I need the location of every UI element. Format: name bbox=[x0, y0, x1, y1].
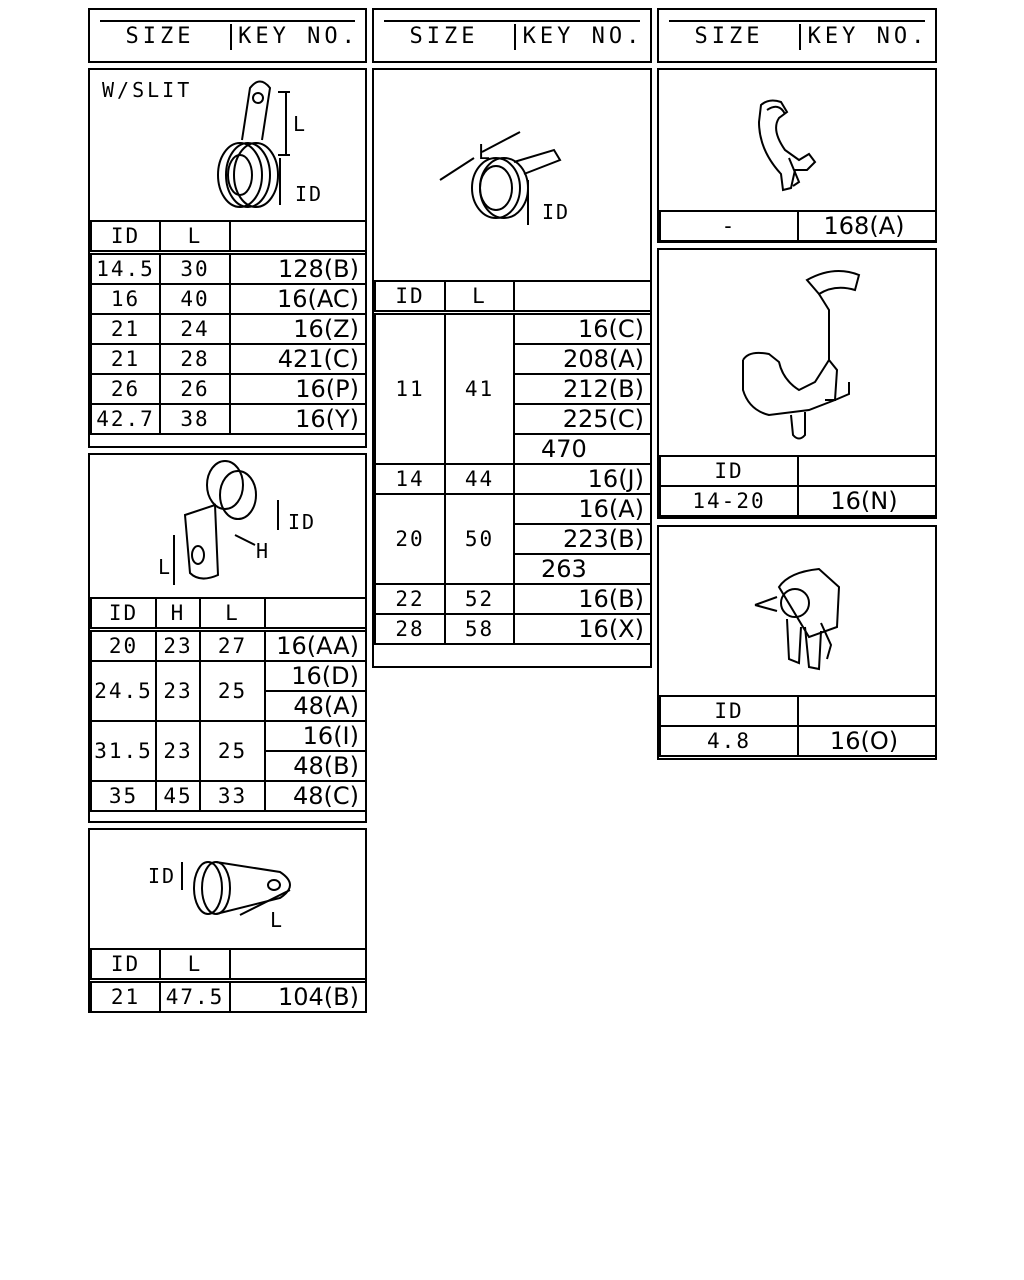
table-header-row bbox=[375, 281, 651, 313]
cell-key: 16(X) bbox=[514, 614, 651, 644]
hook-clip-illustration bbox=[659, 70, 935, 210]
table-header-row bbox=[91, 949, 366, 981]
cell-key: 16(A) bbox=[514, 494, 651, 524]
panel-band-clamp bbox=[372, 68, 652, 668]
slit-note: W/SLIT bbox=[102, 78, 193, 102]
cell-id: 20 bbox=[91, 630, 156, 662]
cell-id: 42.7 bbox=[91, 404, 160, 434]
table-row bbox=[375, 584, 651, 614]
cell-key: 16(Z) bbox=[230, 314, 366, 344]
cell-l: 44 bbox=[445, 464, 514, 494]
cell-key: 263 bbox=[514, 554, 651, 584]
header-size-label: SIZE bbox=[694, 24, 764, 49]
small-clip-illustration bbox=[659, 527, 935, 695]
cell-id: 14 bbox=[375, 464, 445, 494]
bracket-clamp-table bbox=[90, 597, 367, 812]
cell-key: 168(A) bbox=[798, 211, 936, 241]
col-id: ID bbox=[91, 221, 160, 253]
table-row bbox=[660, 211, 936, 241]
cell-key: 48(B) bbox=[265, 751, 366, 781]
cell-l: 27 bbox=[200, 630, 265, 662]
band-clamp-table bbox=[374, 280, 652, 645]
small-clip-table bbox=[659, 695, 937, 757]
cell-id: 28 bbox=[375, 614, 445, 644]
wide-clamp-drawing bbox=[659, 250, 935, 455]
slit-clamp-illustration bbox=[90, 70, 365, 220]
cell-id: 11 bbox=[375, 313, 445, 465]
cell-key: 48(A) bbox=[265, 691, 366, 721]
col-key bbox=[230, 221, 366, 253]
cell-h: 23 bbox=[156, 721, 200, 781]
col-l: L bbox=[160, 221, 230, 253]
table-row bbox=[91, 314, 366, 344]
cell-key: 128(B) bbox=[230, 253, 366, 285]
cell-l: 52 bbox=[445, 584, 514, 614]
col-id: ID bbox=[91, 949, 160, 981]
band-dim-id: ID bbox=[542, 200, 571, 224]
cell-h: 23 bbox=[156, 661, 200, 721]
header-key-label: KEY NO. bbox=[522, 24, 644, 49]
table-row bbox=[91, 661, 366, 691]
cell-key: 16(AA) bbox=[265, 630, 366, 662]
p-clip-dim-id: ID bbox=[148, 864, 177, 888]
table-row bbox=[91, 284, 366, 314]
cell-l: 47.5 bbox=[160, 981, 230, 1013]
header-rule bbox=[384, 20, 640, 22]
table-row bbox=[375, 614, 651, 644]
table-header-row bbox=[660, 456, 936, 486]
table-header-row bbox=[91, 598, 366, 630]
cell-key: 212(B) bbox=[514, 374, 651, 404]
cell-id: 16 bbox=[91, 284, 160, 314]
header-size-label: SIZE bbox=[409, 24, 479, 49]
cell-id: 24.5 bbox=[91, 661, 156, 721]
cell-id: 20 bbox=[375, 494, 445, 584]
cell-l: 24 bbox=[160, 314, 230, 344]
slit-dim-l: L bbox=[293, 112, 308, 136]
p-clip-illustration bbox=[90, 830, 365, 948]
table-row bbox=[91, 721, 366, 751]
table-row bbox=[375, 494, 651, 524]
bracket-clamp-drawing bbox=[90, 455, 365, 597]
cell-l: 25 bbox=[200, 661, 265, 721]
cell-id: 22 bbox=[375, 584, 445, 614]
cell-size: - bbox=[660, 211, 798, 241]
col-key bbox=[230, 949, 366, 981]
cell-h: 45 bbox=[156, 781, 200, 811]
header-key-label: KEY NO. bbox=[807, 24, 929, 49]
table-row bbox=[660, 726, 936, 756]
cell-key: 104(B) bbox=[230, 981, 366, 1013]
cell-id: 21 bbox=[91, 981, 160, 1013]
cell-key: 16(I) bbox=[265, 721, 366, 751]
cell-id: 14.5 bbox=[91, 253, 160, 285]
cell-key: 223(B) bbox=[514, 524, 651, 554]
cell-key: 16(AC) bbox=[230, 284, 366, 314]
cell-key: 16(N) bbox=[798, 486, 936, 516]
cell-l: 26 bbox=[160, 374, 230, 404]
band-clamp-drawing bbox=[374, 70, 650, 280]
wide-clamp-table bbox=[659, 455, 937, 517]
slit-clamp-drawing bbox=[90, 70, 365, 220]
cell-key: 48(C) bbox=[265, 781, 366, 811]
table-header-row bbox=[91, 221, 366, 253]
header-box-3 bbox=[657, 8, 937, 63]
cell-id: 21 bbox=[91, 314, 160, 344]
table-row bbox=[91, 981, 366, 1013]
col-l: L bbox=[200, 598, 265, 630]
col-l: L bbox=[445, 281, 514, 313]
cell-key: 16(P) bbox=[230, 374, 366, 404]
panel-p-clip bbox=[88, 828, 367, 1013]
cell-id: 21 bbox=[91, 344, 160, 374]
cell-id: 26 bbox=[91, 374, 160, 404]
cell-key: 470 bbox=[514, 434, 651, 464]
table-row bbox=[375, 464, 651, 494]
table-row bbox=[91, 344, 366, 374]
cell-id: 31.5 bbox=[91, 721, 156, 781]
table-row bbox=[91, 374, 366, 404]
header-box-1 bbox=[88, 8, 367, 63]
col-h: H bbox=[156, 598, 200, 630]
wide-clamp-illustration bbox=[659, 250, 935, 455]
panel-small-clip bbox=[657, 525, 937, 760]
table-row bbox=[91, 404, 366, 434]
col-id: ID bbox=[660, 696, 798, 726]
p-clip-drawing bbox=[90, 830, 365, 948]
cell-l: 40 bbox=[160, 284, 230, 314]
col-id: ID bbox=[91, 598, 156, 630]
slit-clamp-table bbox=[90, 220, 367, 435]
cell-l: 30 bbox=[160, 253, 230, 285]
header-box-2 bbox=[372, 8, 652, 63]
col-key bbox=[798, 696, 936, 726]
header-rule bbox=[100, 20, 355, 22]
cell-size: 4.8 bbox=[660, 726, 798, 756]
cell-l: 28 bbox=[160, 344, 230, 374]
panel-wide-clamp bbox=[657, 248, 937, 519]
cell-id: 35 bbox=[91, 781, 156, 811]
cell-key: 421(C) bbox=[230, 344, 366, 374]
cell-size: 14-20 bbox=[660, 486, 798, 516]
cell-key: 208(A) bbox=[514, 344, 651, 374]
cell-l: 38 bbox=[160, 404, 230, 434]
table-row bbox=[375, 313, 651, 345]
col-l: L bbox=[160, 949, 230, 981]
col-id: ID bbox=[660, 456, 798, 486]
slit-dim-id: ID bbox=[295, 182, 324, 206]
bracket-dim-h: H bbox=[256, 539, 271, 563]
p-clip-table bbox=[90, 948, 367, 1013]
cell-l: 50 bbox=[445, 494, 514, 584]
table-row bbox=[660, 486, 936, 516]
hook-clip-table bbox=[659, 210, 937, 242]
cell-l: 58 bbox=[445, 614, 514, 644]
p-clip-dim-l: L bbox=[270, 908, 285, 932]
panel-slit-clamp bbox=[88, 68, 367, 448]
col-key bbox=[798, 456, 936, 486]
table-row bbox=[91, 253, 366, 285]
col-id: ID bbox=[375, 281, 445, 313]
panel-bracket-clamp bbox=[88, 453, 367, 823]
bracket-clamp-illustration bbox=[90, 455, 365, 597]
band-clamp-illustration bbox=[374, 70, 650, 280]
col-key bbox=[265, 598, 366, 630]
hook-clip-drawing bbox=[659, 70, 935, 210]
cell-key: 16(B) bbox=[514, 584, 651, 614]
cell-l: 41 bbox=[445, 313, 514, 465]
header-key-label: KEY NO. bbox=[238, 24, 359, 49]
cell-key: 16(Y) bbox=[230, 404, 366, 434]
cell-key: 16(O) bbox=[798, 726, 936, 756]
cell-key: 16(J) bbox=[514, 464, 651, 494]
cell-l: 25 bbox=[200, 721, 265, 781]
bracket-dim-l: L bbox=[158, 555, 173, 579]
header-size-label: SIZE bbox=[125, 24, 195, 49]
cell-key: 225(C) bbox=[514, 404, 651, 434]
panel-hook-clip bbox=[657, 68, 937, 243]
table-row bbox=[91, 781, 366, 811]
table-row bbox=[91, 630, 366, 662]
table-header-row bbox=[660, 696, 936, 726]
header-rule bbox=[669, 20, 925, 22]
cell-key: 16(C) bbox=[514, 313, 651, 345]
col-key bbox=[514, 281, 651, 313]
band-dim-l: L bbox=[478, 140, 493, 164]
cell-key: 16(D) bbox=[265, 661, 366, 691]
small-clip-drawing bbox=[659, 527, 935, 695]
cell-l: 33 bbox=[200, 781, 265, 811]
cell-h: 23 bbox=[156, 630, 200, 662]
bracket-dim-id: ID bbox=[288, 510, 317, 534]
